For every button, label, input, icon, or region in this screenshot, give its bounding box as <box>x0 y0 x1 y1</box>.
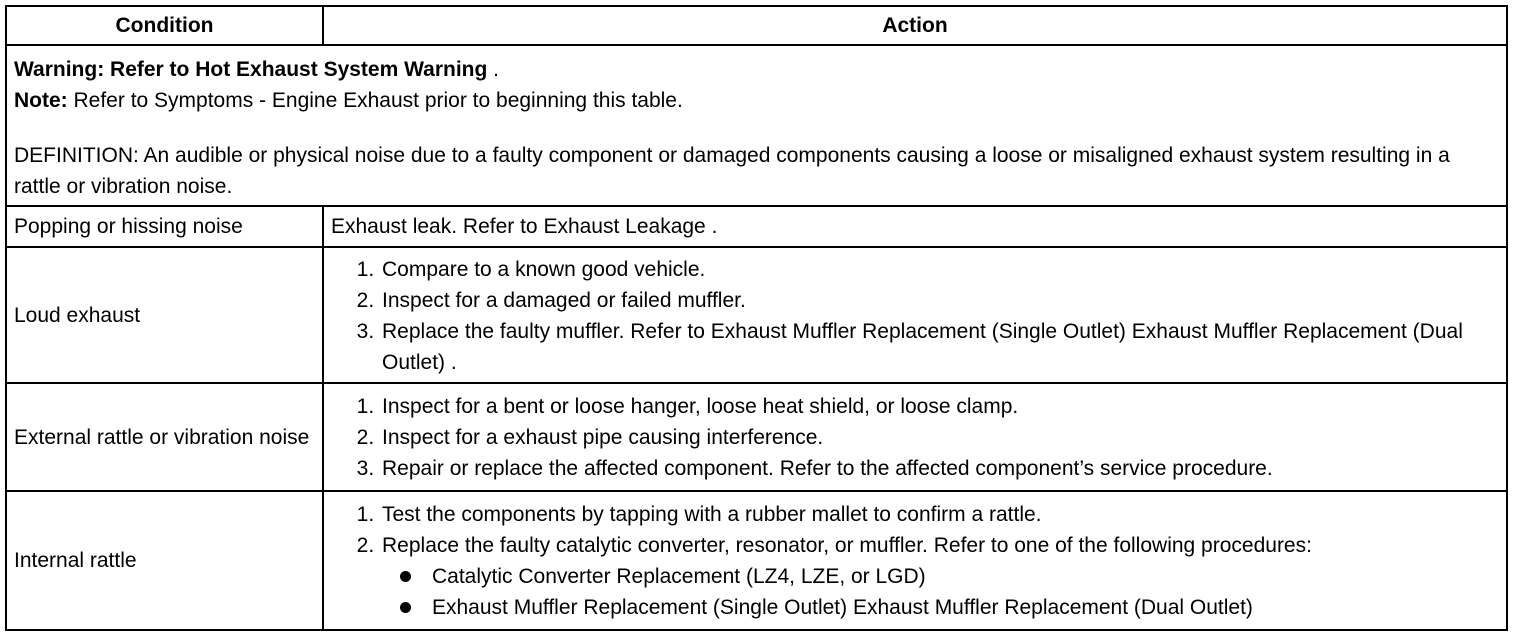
procedure-list <box>382 561 1506 623</box>
note-label: Note: <box>14 89 68 112</box>
action-step <box>380 530 1506 623</box>
table-row <box>6 206 1507 247</box>
action-steps <box>331 499 1506 623</box>
diagnostic-table-container <box>5 5 1506 631</box>
action-step-text: Replace the faulty catalytic converter, resonator, or muffler. Refer to one of the following procedures: <box>382 534 1312 557</box>
table-row <box>6 247 1507 383</box>
action-cell: Exhaust leak. Refer to Exhaust Leakage . <box>323 206 1507 247</box>
condition-cell: External rattle or vibration noise <box>6 383 323 491</box>
action-step: 2. Inspect for a damaged or failed muffler. <box>380 285 1506 316</box>
action-step: 1. Compare to a known good vehicle. <box>380 254 1506 285</box>
action-step: 2. Inspect for a exhaust pipe causing interference. <box>380 422 1506 453</box>
exhaust-noise-diagnostic-table <box>5 5 1508 631</box>
procedure-item: Catalytic Converter Replacement (LZ4, LZE, or LGD) <box>398 561 1506 592</box>
condition-cell: Internal rattle <box>6 491 323 630</box>
action-step: 1. Inspect for a bent or loose hanger, loose heat shield, or loose clamp. <box>380 391 1506 422</box>
action-cell <box>323 383 1507 491</box>
condition-header: Condition <box>6 6 323 45</box>
warning-line <box>14 54 1499 85</box>
condition-cell: Loud exhaust <box>6 247 323 383</box>
table-row <box>6 491 1507 630</box>
intro-cell <box>6 45 1507 206</box>
warning-text: Warning: Refer to Hot Exhaust System Warning <box>14 58 488 81</box>
header-row <box>6 6 1507 45</box>
action-step: 3. Repair or replace the affected component. Refer to the affected component’s service procedure. <box>380 453 1506 484</box>
action-steps <box>331 391 1506 484</box>
intro-row <box>6 45 1507 206</box>
table-row <box>6 383 1507 491</box>
note-text: Refer to Symptoms - Engine Exhaust prior to beginning this table. <box>67 89 683 112</box>
condition-cell: Popping or hissing noise <box>6 206 323 247</box>
action-steps <box>331 254 1506 378</box>
note-line <box>14 85 1499 116</box>
action-header: Action <box>323 6 1507 45</box>
action-step: 1. Test the components by tapping with a rubber mallet to confirm a rattle. <box>380 499 1506 530</box>
spacer <box>14 116 1499 140</box>
warning-tail: . <box>487 58 499 81</box>
procedure-item: Exhaust Muffler Replacement (Single Outlet) Exhaust Muffler Replacement (Dual Outlet) <box>398 592 1506 623</box>
action-cell <box>323 491 1507 630</box>
action-step: 3. Replace the faulty muffler. Refer to Exhaust Muffler Replacement (Single Outlet) Exhaust Muffler Replacement (Dual Outlet) . <box>380 316 1506 378</box>
action-cell <box>323 247 1507 383</box>
definition-text: DEFINITION: An audible or physical noise due to a faulty component or damaged components causing a loose or misaligned exhaust system resulting in a rattle or vibration noise. <box>14 144 1450 198</box>
